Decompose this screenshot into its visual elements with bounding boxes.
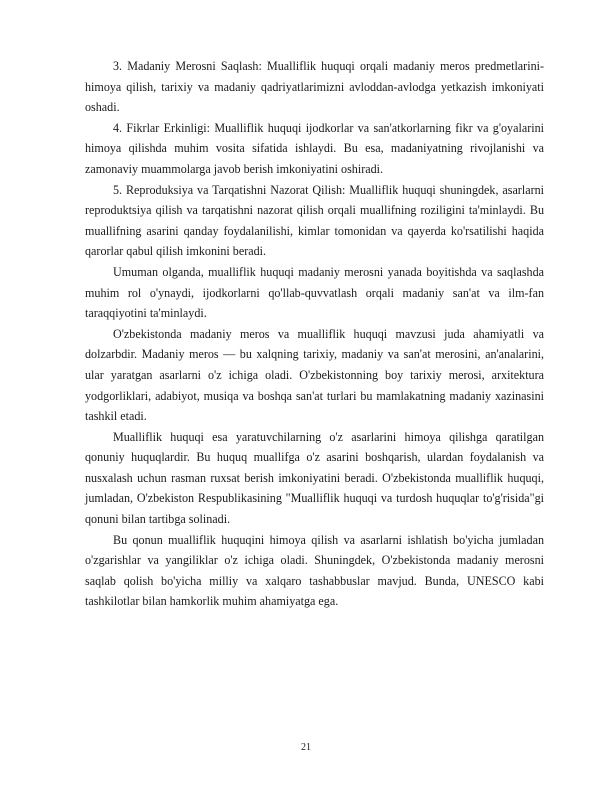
paragraph-freedom-of-thought: 4. Fikrlar Erkinligi: Mualliflik huquqi ijodkorlar va san'atkorlarning fikr va g'oyalarini himoya qilishda muhim vosita sifatida ishlaydi. Bu esa, madaniyatning rivojlanishi va zamonaviy muammolarga javob berish imkoniyatini oshiradi. [85, 120, 544, 176]
paragraph-law-initiatives: Bu qonun mualliflik huquqini himoya qilish va asarlarni ishlatish bo'yicha jumladan o'zgarishlar va yangiliklar o'z ichiga oladi. Shuningdek, O'zbekistonda madaniy merosni saqlab qolish bo'yicha milliy va xalqaro tashabbuslar mavjud. Bunda, UNESCO kabi tashkilotlar bilan hamkorlik muhim ahamiyatga ega. [85, 532, 544, 609]
paragraph-cultural-heritage-preservation: 3. Madaniy Merosni Saqlash: Mualliflik huquqi orqali madaniy meros predmetlarini-himoya qilish, tarixiy va madaniy qadriyatlarimizni avloddan-avlodga yetkazish imkoniyati oshadi. [85, 59, 544, 115]
page-number: 21 [301, 742, 311, 753]
paragraph-summary: Umuman olganda, mualliflik huquqi madaniy merosni yanada boyitishda va saqlashda muhim rol o'ynaydi, ijodkorlarni qo'llab-quvvatlash orqali madaniy san'at va ilm-fan taraqqiyotini ta'minlaydi. [85, 264, 544, 321]
document-body [85, 56, 544, 612]
paragraph-reproduction-control: 5. Reproduksiya va Tarqatishni Nazorat Qilish: Mualliflik huquqi shuningdek, asarlarni reproduktsiya qilish va tarqatishni nazorat qilish orqali muallifning roziligini ta'minlaydi. Bu muallifning asarini qanday foydalanilishi, kimlar tomonidan va qayerda ko'rsatilishi haqida qarorlar qabul qilish imkonini beradi. [85, 182, 544, 259]
paragraph-uzbekistan-heritage: O'zbekistonda madaniy meros va mualliflik huquqi mavzusi juda ahamiyatli va dolzarbdir. Madaniy meros — bu xalqning tarixiy, madaniy va san'at merosini, an'analarini, ular yaratgan asarlarni o'z ichiga oladi. O'zbekistonning boy tarixiy merosi, arxitektura yodgorliklari, adabiyot, musiqa va boshqa san'at turlari bu mamlakatning madaniy xazinasini tashkil etadi. [85, 326, 544, 424]
paragraph-copyright-law: Mualliflik huquqi esa yaratuvchilarning o'z asarlarini himoya qilishga qaratilgan qonuniy huquqlardir. Bu huquq muallifga o'z asarini boshqarish, ulardan foydalanish va nusxalash uchun rasman ruxsat berish imkoniyatini beradi. O'zbekistonda mualliflik huquqi, jumladan, O'zbekiston Respublikasining "Mualliflik huquqi va turdosh huquqlar to'g'risida"gi qonuni bilan tartibga solinadi. [85, 429, 544, 527]
